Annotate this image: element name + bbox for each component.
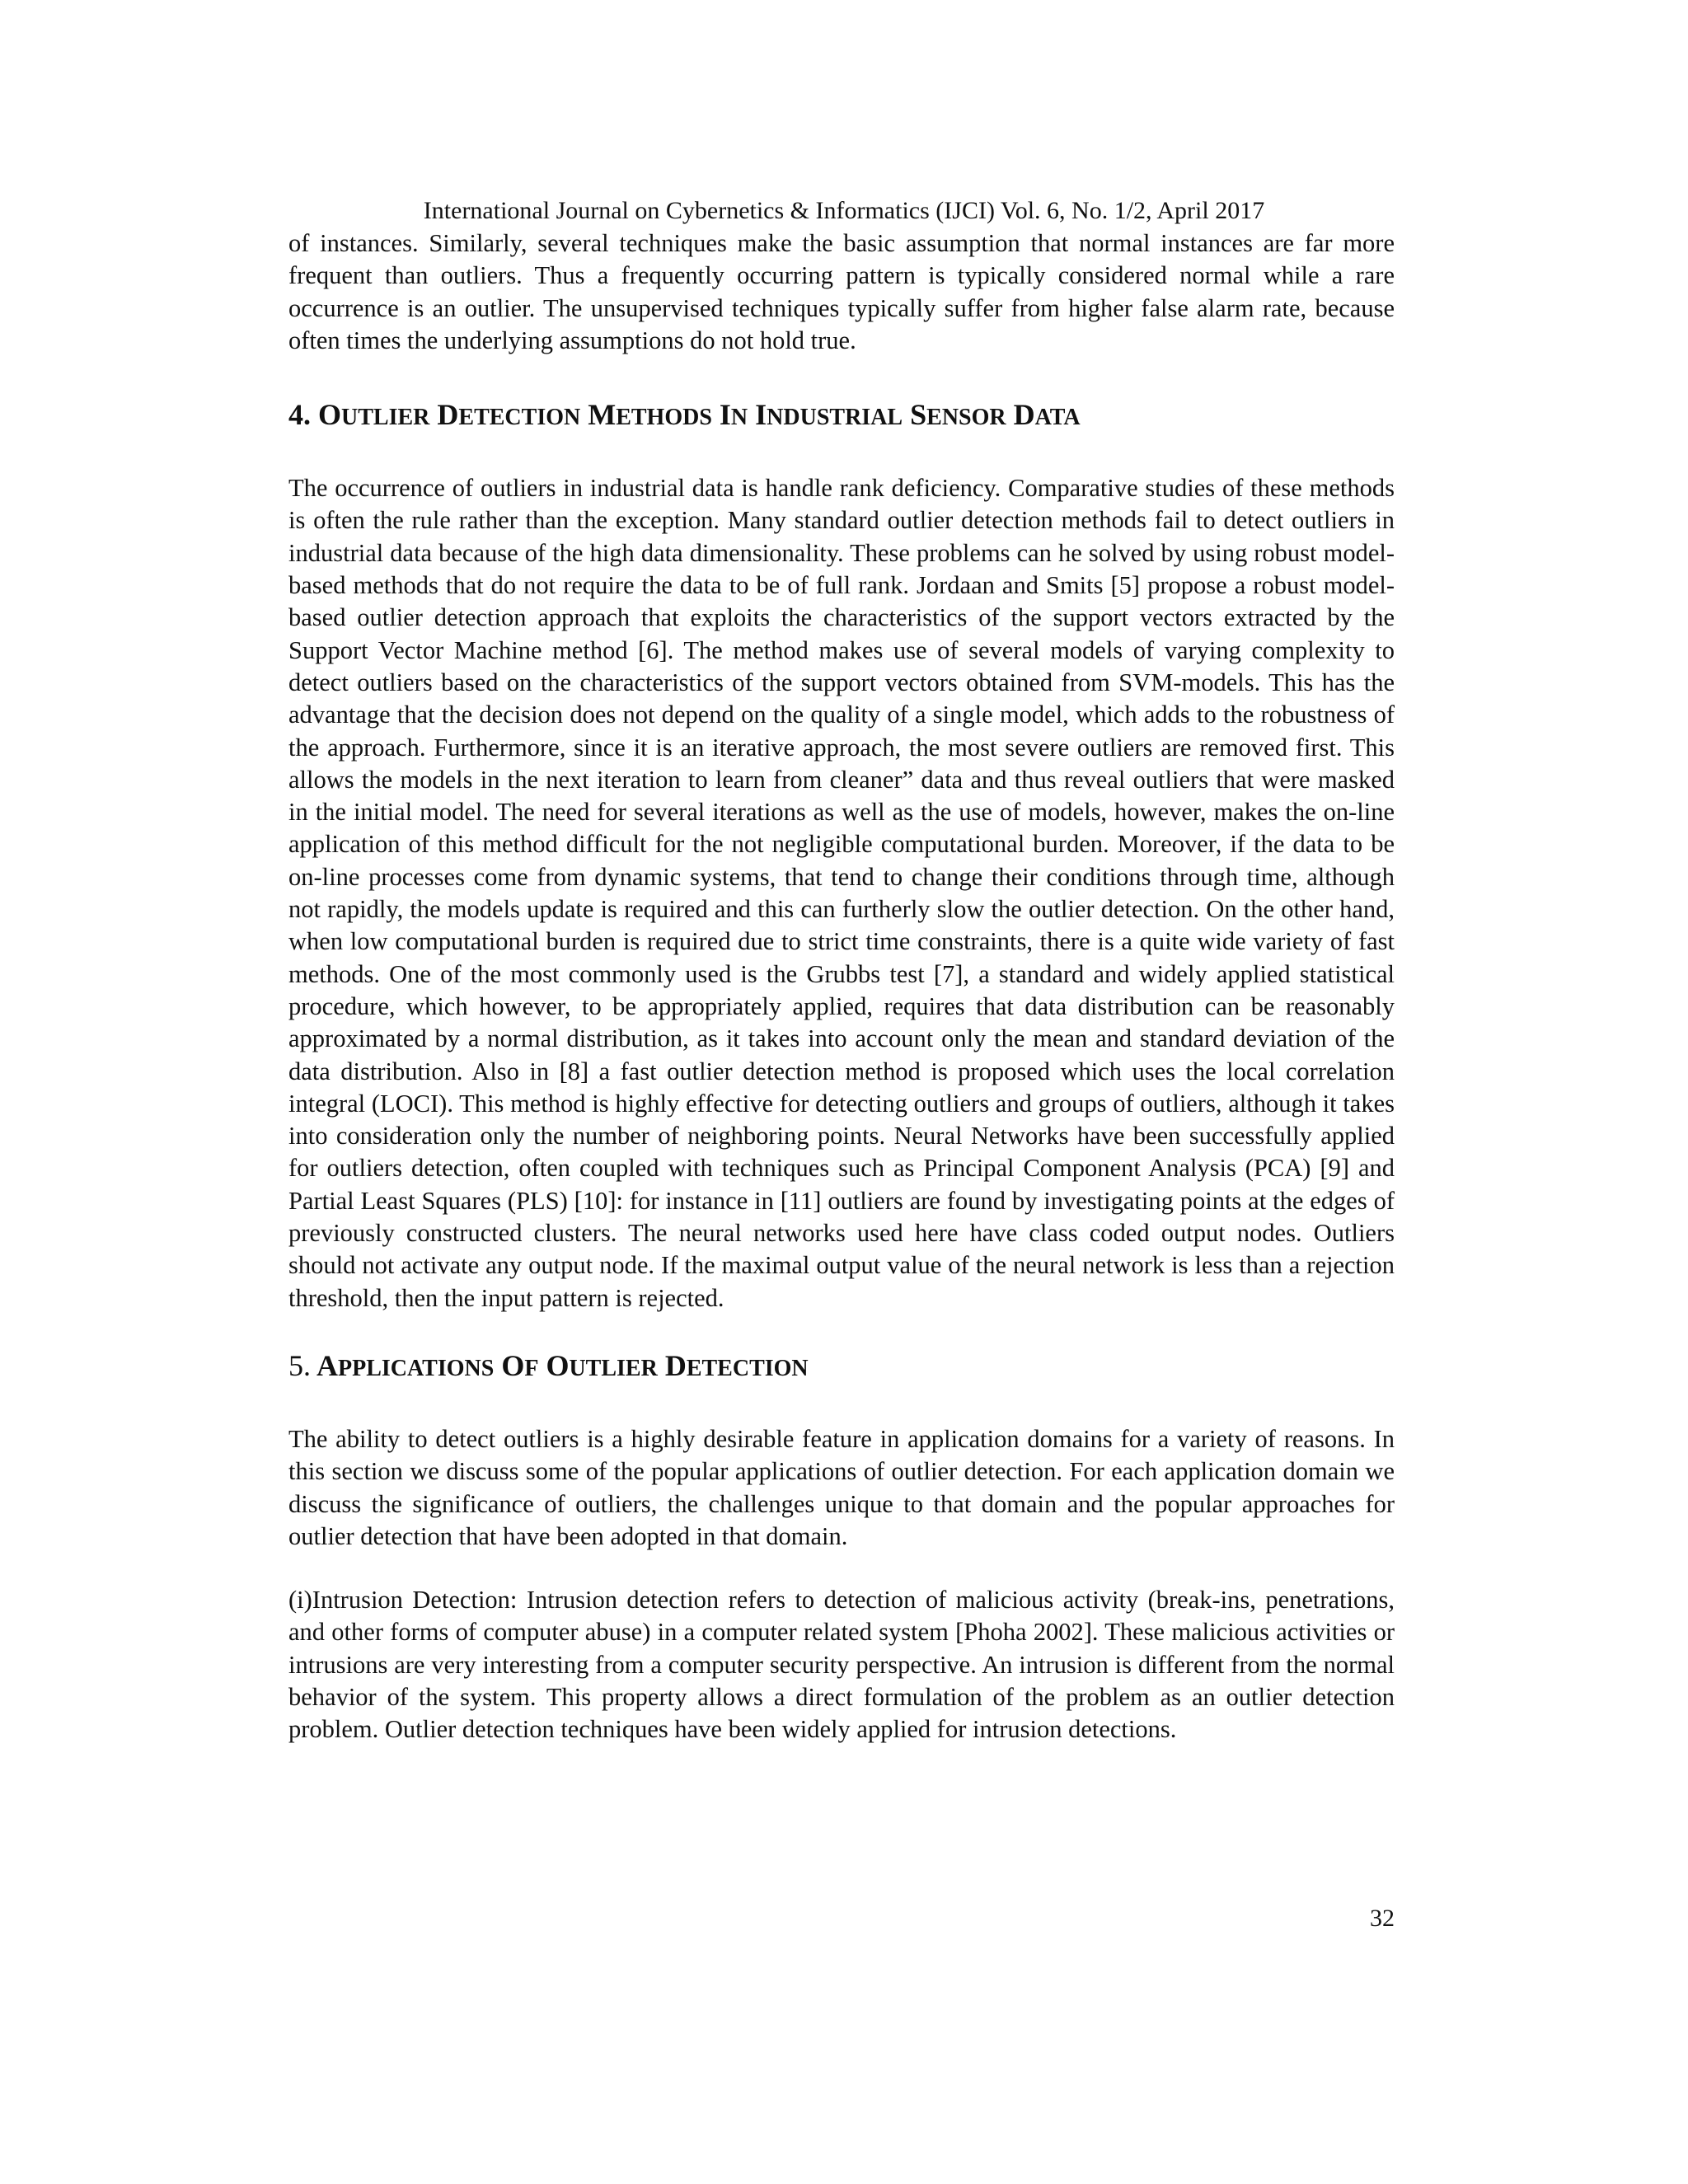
heading-word: IN — [719, 398, 748, 432]
heading-word: METHODS — [588, 398, 712, 432]
section-5-number: 5. — [288, 1348, 311, 1382]
section-5-paragraph: The ability to detect outliers is a highly desirable feature in application domains for a variety of reasons. In this section we discuss some of the popular applications of outlier detection. For each application domain we discuss the significance of outliers, the challenges unique to that domain and the popular approaches for outlier detection that have been adopted in that domain. — [288, 1424, 1395, 1550]
heading-word: SENSOR — [910, 398, 1006, 432]
section-4-title — [318, 398, 1081, 431]
intrusion-detection-paragraph: (i)Intrusion Detection: Intrusion detection refers to detection of malicious activity (break-ins, penetrations, and other forms of computer abuse) in a computer related system [Phoha 2002]. These malicious activities or intrusions are very interesting from a computer security perspective. An intrusion is different from the normal behavior of the system. This property allows a direct formulation of the problem as an outlier detection problem. Outlier detection techniques have been widely applied for intrusion detections. — [288, 1586, 1395, 1744]
heading-word: DATA — [1013, 398, 1081, 432]
heading-word: OUTLIER — [318, 398, 430, 432]
running-header: International Journal on Cybernetics & Informatics (IJCI) Vol. 6, No. 1/2, April 2017 — [423, 197, 1265, 224]
page-number: 32 — [1370, 1905, 1395, 1932]
page-content — [288, 227, 1395, 1746]
intro-paragraph: of instances. Similarly, several techniques make the basic assumption that normal instances are far more frequent than outliers. Thus a frequently occurring pattern is typically considered normal while a rare occurrence is an outlier. The unsupervised techniques typically suffer from higher false alarm rate, because often times the underlying assumptions do not hold true. — [288, 229, 1395, 354]
heading-word: OUTLIER — [546, 1348, 658, 1382]
heading-word: APPLICATIONS — [316, 1348, 495, 1382]
heading-word: DETECTION — [437, 398, 581, 432]
heading-word: OF — [501, 1348, 539, 1382]
section-4-heading — [288, 396, 1395, 436]
heading-word: DETECTION — [664, 1348, 809, 1382]
heading-word: INDUSTRIAL — [755, 398, 903, 432]
section-5-title — [316, 1349, 809, 1382]
section-5-heading — [288, 1347, 1395, 1387]
section-4-paragraph: The occurrence of outliers in industrial data is handle rank deficiency. Comparative studies of these methods is often the rule rather than the exception. Many standard outlier detection methods fail to detect outliers in industrial data because of the high data dimensionality. These problems can he solved by using robust model-based methods that do not require the data to be of full rank. Jordaan and Smits [5] propose a robust model-based outlier detection approach that exploits the characteristics of the support vectors extracted by the Support Vector Machine method [6]. The method makes use of several models of varying complexity to detect outliers based on the characteristics of the support vectors obtained from SVM-models. This has the advantage that the decision does not depend on the quality of a single model, which adds to the robustness of the approach. Furthermore, since it is an iterative approach, the most severe outliers are removed first. This allows the models in the next iteration to learn from cleaner” data and thus reveal outliers that were masked in the initial model. The need for several iterations as well as the use of models, however, makes the on-line application of this method difficult for the not negligible computational burden. Moreover, if the data to be on-line processes come from dynamic systems, that tend to change their conditions through time, although not rapidly, the models update is required and this can furtherly slow the outlier detection. On the other hand, when low computational burden is required due to strict time constraints, there is a quite wide variety of fast methods. One of the most commonly used is the Grubbs test [7], a standard and widely applied statistical procedure, which however, to be appropriately applied, requires that data distribution can be reasonably approximated by a normal distribution, as it takes into account only the mean and standard deviation of the data distribution. Also in [8] a fast outlier detection method is proposed which uses the local correlation integral (LOCI). This method is highly effective for detecting outliers and groups of outliers, although it takes into consideration only the number of neighboring points. Neural Networks have been successfully applied for outliers detection, often coupled with techniques such as Principal Component Analysis (PCA) [9] and Partial Least Squares (PLS) [10]: for instance in [11] outliers are found by investigating points at the edges of previously constructed clusters. The neural networks used here have class coded output nodes. Outliers should not activate any output node. If the maximal output value of the neural network is less than a rejection threshold, then the input pattern is rejected. — [288, 474, 1395, 1312]
section-4-number: 4. — [288, 398, 311, 432]
